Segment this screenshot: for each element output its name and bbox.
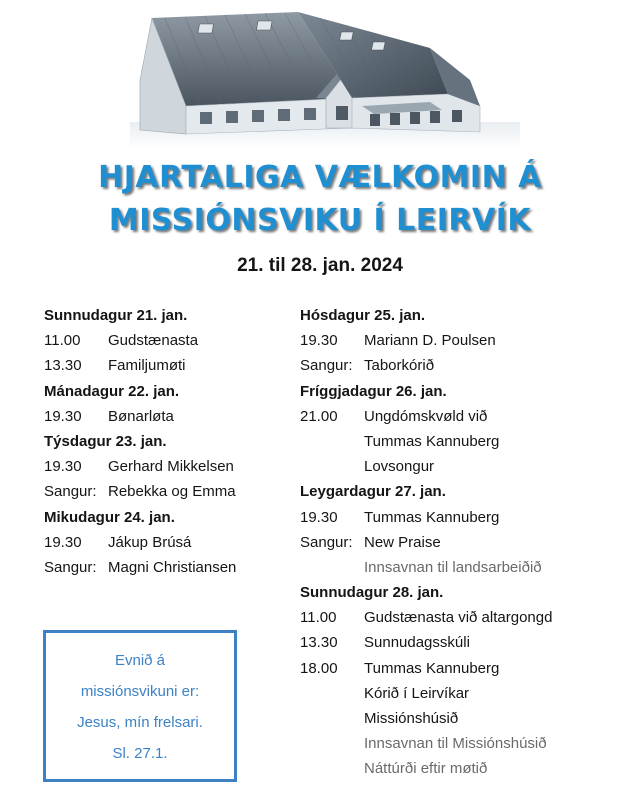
schedule-entry xyxy=(300,404,620,429)
day-heading: Týsdagur 23. jan. xyxy=(44,432,167,450)
entry-description: Gudstænasta við altargongd xyxy=(364,609,553,627)
theme-line: Sl. 27.1. xyxy=(112,745,168,762)
schedule-entry xyxy=(44,555,294,580)
entry-continuation xyxy=(300,454,620,479)
entry-description: Tummas Kannuberg xyxy=(364,432,500,450)
welcome-heading-line-1: HJARTALIGA VÆLKOMIN Á xyxy=(98,160,542,195)
entry-time: 21.00 xyxy=(300,407,338,425)
entry-label: Sangur: xyxy=(300,533,353,551)
entry-description: Innsavnan til landsarbeiðið xyxy=(364,558,542,576)
day-heading: Mikudagur 24. jan. xyxy=(44,508,175,526)
schedule-entry xyxy=(300,605,620,630)
entry-description: Magni Christiansen xyxy=(108,558,237,576)
entry-label: Sangur: xyxy=(300,357,353,375)
entry-description: Tummas Kannuberg xyxy=(364,659,500,677)
entry-description: Tummas Kannuberg xyxy=(364,508,500,526)
entry-time: 11.00 xyxy=(300,609,337,627)
day-heading: Sunnudagur 21. jan. xyxy=(44,307,188,324)
schedule-note xyxy=(300,731,620,756)
schedule-note xyxy=(300,555,620,580)
entry-description: Ungdómskvøld við xyxy=(364,407,488,425)
entry-description: Gerhard Mikkelsen xyxy=(108,458,234,476)
entry-description: Náttúrði eftir møtið xyxy=(364,760,488,778)
entry-description: New Praise xyxy=(364,533,441,551)
entry-description: Rebekka og Emma xyxy=(108,483,236,501)
schedule-entry xyxy=(44,454,294,479)
entry-description: Gudstænasta xyxy=(108,332,199,350)
entry-description: Kórið í Leirvíkar xyxy=(364,684,470,702)
day-heading: Sunnudagur 28. jan. xyxy=(300,584,444,602)
entry-continuation xyxy=(300,706,620,731)
entry-continuation xyxy=(300,681,620,706)
schedule-entry xyxy=(300,630,620,655)
day-heading: Leygardagur 27. jan. xyxy=(300,483,446,501)
theme-line: Evnið á xyxy=(114,652,166,669)
theme-box xyxy=(43,630,237,782)
entry-description: Innsavnan til Missiónshúsið xyxy=(364,735,547,753)
schedule-entry xyxy=(300,505,620,530)
schedule-entry xyxy=(300,328,620,353)
schedule-right-column xyxy=(300,303,620,782)
day-heading: Fríggjadagur 26. jan. xyxy=(300,382,447,400)
theme-line: missiónsvikuni er: xyxy=(80,683,200,700)
theme-line: Jesus, mín frelsari. xyxy=(77,714,203,731)
welcome-heading-line-2: MISSIÓNSVIKU Í LEIRVÍK xyxy=(108,203,532,238)
entry-time: 19.30 xyxy=(300,332,338,350)
entry-description: Taborkórið xyxy=(364,357,435,375)
entry-description: Jákup Brúsá xyxy=(108,533,192,551)
day-heading: Hósdagur 25. jan. xyxy=(300,307,426,324)
entry-time: 11.00 xyxy=(44,332,81,350)
entry-description: Sunnudagsskúli xyxy=(364,634,470,652)
entry-description: Mariann D. Poulsen xyxy=(364,332,496,350)
church-building-image xyxy=(130,10,520,150)
schedule-entry xyxy=(44,530,294,555)
schedule-note xyxy=(300,756,620,781)
entry-time: 13.30 xyxy=(44,357,82,375)
entry-time: 13.30 xyxy=(300,634,338,652)
day-heading: Mánadagur 22. jan. xyxy=(44,382,180,400)
schedule-entry xyxy=(44,479,294,504)
schedule-entry xyxy=(300,530,620,555)
entry-time: 19.30 xyxy=(44,407,82,425)
entry-time: 19.30 xyxy=(300,508,338,526)
schedule-entry xyxy=(44,353,294,378)
schedule-entry xyxy=(300,656,620,681)
entry-description: Bønarløta xyxy=(108,407,174,425)
schedule-entry xyxy=(44,328,294,353)
entry-label: Sangur: xyxy=(44,558,97,576)
event-date-range: 21. til 28. jan. 2024 xyxy=(237,255,403,276)
entry-description: Lovsongur xyxy=(364,458,435,476)
entry-time: 19.30 xyxy=(44,533,82,551)
schedule-entry xyxy=(300,353,620,378)
schedule-entry xyxy=(44,404,294,429)
entry-description: Familjumøti xyxy=(108,357,186,375)
schedule-left-column xyxy=(44,303,294,580)
entry-continuation xyxy=(300,429,620,454)
entry-description: Missiónshúsið xyxy=(364,710,459,727)
entry-time: 18.00 xyxy=(300,659,338,677)
entry-time: 19.30 xyxy=(44,458,82,476)
entry-label: Sangur: xyxy=(44,483,97,501)
